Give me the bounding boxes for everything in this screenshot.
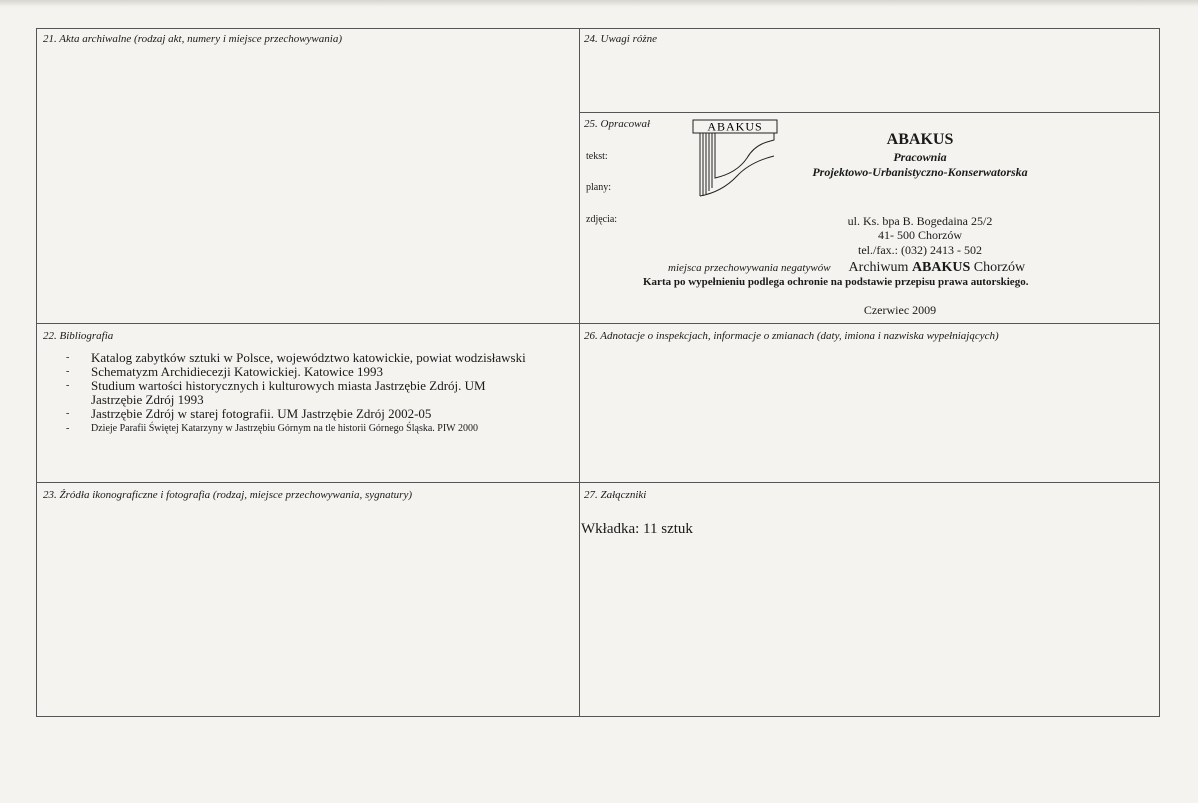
negatives-value-prefix: Archiwum <box>848 260 912 275</box>
negatives-label: miejsca przechowywania negatywów <box>668 262 831 274</box>
label-plany: plany: <box>586 182 611 193</box>
row-divider-1 <box>37 323 1159 324</box>
date: Czerwiec 2009 <box>863 303 937 317</box>
row-divider-2 <box>37 482 1159 483</box>
cell-25-title: 25. Opracował <box>584 118 650 130</box>
list-item: - Katalog zabytków sztuki w Polsce, województwo katowickie, powiat wodzisławski <box>66 350 526 365</box>
phone-fax: tel./fax.: (032) 2413 - 502 <box>858 243 982 257</box>
copyright-notice: Karta po wypełnieniu podlega ochronie na podstawie przepisu prawa autorskiego. <box>643 276 1029 288</box>
row-divider-24-25 <box>579 112 1159 113</box>
cell-27-title: 27. Załączniki <box>584 489 647 501</box>
column-divider <box>579 29 580 716</box>
org-sub1: Pracownia <box>893 150 947 164</box>
address-line-1: ul. Ks. bpa B. Bogedaina 25/2 <box>847 214 993 228</box>
label-tekst: tekst: <box>586 151 608 162</box>
org-name: ABAKUS <box>886 131 954 148</box>
list-item: - Dzieje Parafii Świętej Katarzyny w Jastrzębiu Górnym na tle historii Górnego Śląska. PIW 2000 <box>66 423 478 434</box>
address-line-2: 41- 500 Chorzów <box>878 228 962 242</box>
org-sub2: Projektowo-Urbanistyczno-Konserwatorska <box>812 165 1028 179</box>
negatives-storage <box>668 258 1025 276</box>
cell-21-title: 21. Akta archiwalne (rodzaj akt, numery i miejsce przechowywania) <box>43 33 342 45</box>
cell-23-title: 23. Źródła ikonograficzne i fotografia (rodzaj, miejsce przechowywania, sygnatury) <box>43 489 412 501</box>
bibliography-list <box>56 351 576 435</box>
list-item: - Jastrzębie Zdrój w starej fotografii. UM Jastrzębie Zdrój 2002-05 <box>66 406 432 421</box>
page-top-edge <box>0 0 1198 7</box>
cell-24-title: 24. Uwagi różne <box>584 33 658 45</box>
attachment-count: Wkładka: 11 sztuk <box>581 521 693 537</box>
logo-text: ABAKUS <box>707 119 763 134</box>
negatives-value-bold: ABAKUS <box>911 260 971 275</box>
negatives-value-suffix: Chorzów <box>970 260 1026 275</box>
cell-22-title: 22. Bibliografia <box>43 330 114 342</box>
list-item: - Studium wartości historycznych i kulturowych miasta Jastrzębie Zdrój. UM Jastrzębie Zdrój 1993 <box>66 378 486 407</box>
cell-26-title: 26. Adnotacje o inspekcjach, informacje o zmianach (daty, imiona i nazwiska wypełniających) <box>584 330 999 342</box>
list-item: - Schematyzm Archidiecezji Katowickiej. Katowice 1993 <box>66 364 384 379</box>
label-zdjecia: zdjęcia: <box>586 214 618 225</box>
